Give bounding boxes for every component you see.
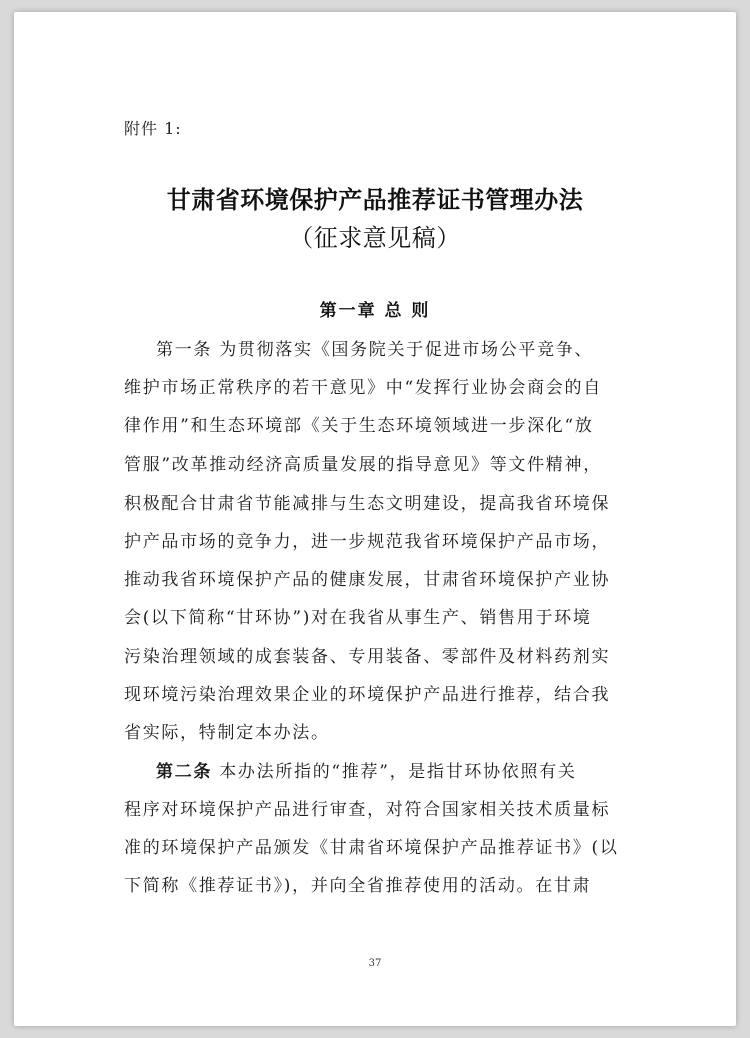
article1-line: 管服”改革推动经济高质量发展的指导意见》等文件精神， [124,455,602,475]
article2-first-line [156,762,658,782]
chapter-heading: 第一章 总 则 [319,301,431,321]
article2-label: 第二条 [156,762,213,782]
article1-line: 现环境污染治理效果企业的环境保护产品进行推荐，结合我 [124,685,611,705]
page-number: 37 [368,958,382,969]
article1-line: 推动我省环境保护产品的健康发展，甘肃省环境保护产业协 [124,570,611,590]
article1-line: 第一条 为贯彻落实《国务院关于促进市场公平竞争、 [156,340,594,360]
article2-first-text: 本办法所指的“推荐”，是指甘环协依照有关 [212,762,577,782]
document-page [14,12,736,1026]
article2-line: 程序对环境保护产品进行审查，对符合国家相关技术质量标 [124,800,611,820]
document-subtitle: （征求意见稿） [289,224,461,252]
article2-line: 下简称《推荐证书》)，并向全省推荐使用的活动。在甘肃 [124,876,592,896]
article1-line: 维护市场正常秩序的若干意见》中“发挥行业协会商会的自 [124,378,602,398]
article1-line: 省实际，特制定本办法。 [124,723,330,743]
attachment-label: 附件 1: [124,119,182,138]
article2-line: 准的环境保护产品颁发《甘肃省环境保护产品推荐证书》(以 [124,838,619,858]
article1-line: 律作用”和生态环境部《关于生态环境领域进一步深化“放 [124,416,594,436]
document-title: 甘肃省环境保护产品推荐证书管理办法 [166,186,584,214]
article1-line: 积极配合甘肃省节能减排与生态文明建设，提高我省环境保 [124,494,611,514]
article1-line: 污染治理领域的成套装备、专用装备、零部件及材料药剂实 [124,647,611,667]
article1-line: 会(以下简称“甘环协”)对在我省从事生产、销售用于环境 [124,608,592,628]
article1-line: 护产品市场的竞争力，进一步规范我省环境保护产品市场， [124,532,611,552]
